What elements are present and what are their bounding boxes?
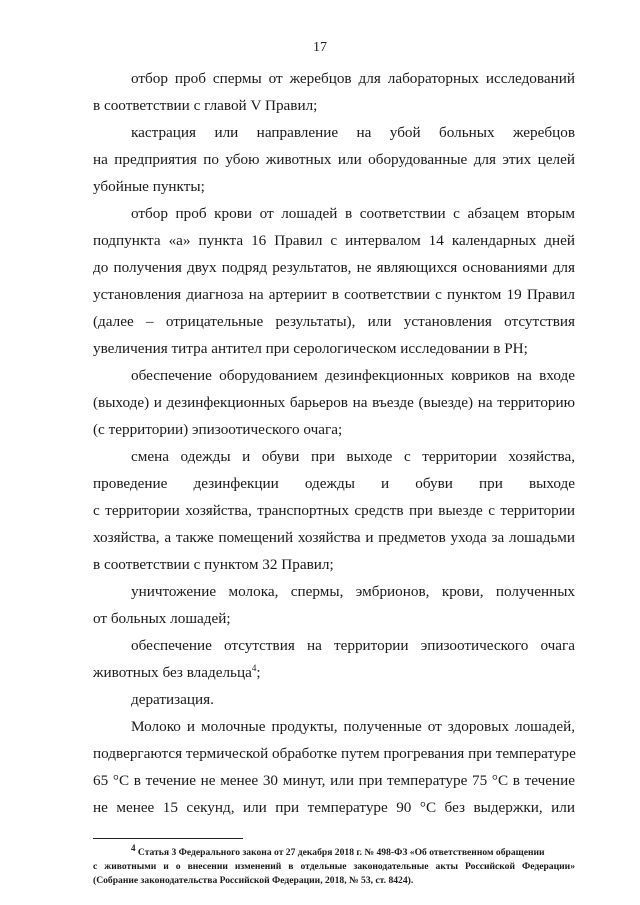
text-line: от больных лошадей;	[93, 610, 231, 627]
footnote-line: с животными и о внесении изменений в отдельные законодательные акты Российской Федерации»	[93, 861, 575, 872]
text-line: до получения двух подряд результатов, не являющихся основаниями для	[93, 259, 575, 276]
text-line: 65 °С в течение не менее 30 минут, или при температуре 75 °С в течение	[93, 772, 575, 789]
text-line: установления диагноза на артериит в соответствии с пунктом 19 Правил	[93, 286, 575, 303]
text-line: (далее – отрицательные результаты), или установления отсутствия	[93, 313, 575, 330]
text-line: уничтожение молока, спермы, эмбрионов, крови, полученных	[131, 583, 575, 600]
text-line: обеспечение оборудованием дезинфекционных ковриков на входе	[131, 367, 575, 384]
text-line: подвергаются термической обработке путем прогревания при температуре	[93, 745, 576, 762]
text-line: в соответствии с главой V Правил;	[93, 97, 318, 114]
text-line: отбор проб крови от лошадей в соответствии с абзацем вторым	[131, 205, 575, 222]
text-line: в соответствии с пунктом 32 Правил;	[93, 556, 334, 573]
text-line: (с территории) эпизоотического очага;	[93, 421, 343, 438]
text-line: с территории хозяйства, транспортных средств при выезде с территории	[93, 502, 575, 519]
footnote-marker: 4	[131, 842, 136, 853]
page-number: 17	[313, 40, 327, 55]
text-line: кастрация или направление на убой больных жеребцов	[131, 124, 575, 141]
text-line: смена одежды и обуви при выходе с территории хозяйства,	[131, 448, 575, 465]
text-line-with-footnote	[93, 664, 261, 682]
footnote-line	[131, 842, 575, 858]
footnote-line: (Собрание законодательства Российской Федерации, 2018, № 53, ст. 8424).	[93, 875, 414, 886]
footnote-divider	[93, 838, 243, 839]
text-line: увеличения титра антител при серологическом исследовании в РН;	[93, 340, 528, 357]
text-line: подпункта «а» пункта 16 Правил с интервалом 14 календарных дней	[93, 232, 575, 249]
text-line: обеспечение отсутствия на территории эпизоотического очага	[131, 637, 575, 654]
text-line: животных без владельца	[93, 664, 252, 681]
text-line: хозяйства, а также помещений хозяйства и предметов ухода за лошадьми	[93, 529, 575, 546]
footnote-text: Статья 3 Федерального закона от 27 декабря 2018 г. № 498-ФЗ «Об ответственном обращении	[137, 847, 545, 858]
text-line: не менее 15 секунд, или при температуре 90 °С без выдержки, или	[93, 799, 575, 816]
text-line-tail: ;	[256, 664, 261, 681]
text-line: на предприятия по убою животных или оборудованные для этих целей	[93, 151, 575, 168]
text-line: дератизация.	[131, 691, 214, 708]
text-line: (выходе) и дезинфекционных барьеров на въезде (выезде) на территорию	[93, 394, 575, 411]
text-line: проведение дезинфекции одежды и обуви при выходе	[93, 475, 575, 492]
text-line: отбор проб спермы от жеребцов для лабораторных исследований	[131, 70, 575, 87]
footnote-reference: 4	[251, 662, 257, 673]
text-line: убойные пункты;	[93, 178, 205, 195]
text-line: Молоко и молочные продукты, полученные от здоровых лошадей,	[131, 718, 575, 735]
